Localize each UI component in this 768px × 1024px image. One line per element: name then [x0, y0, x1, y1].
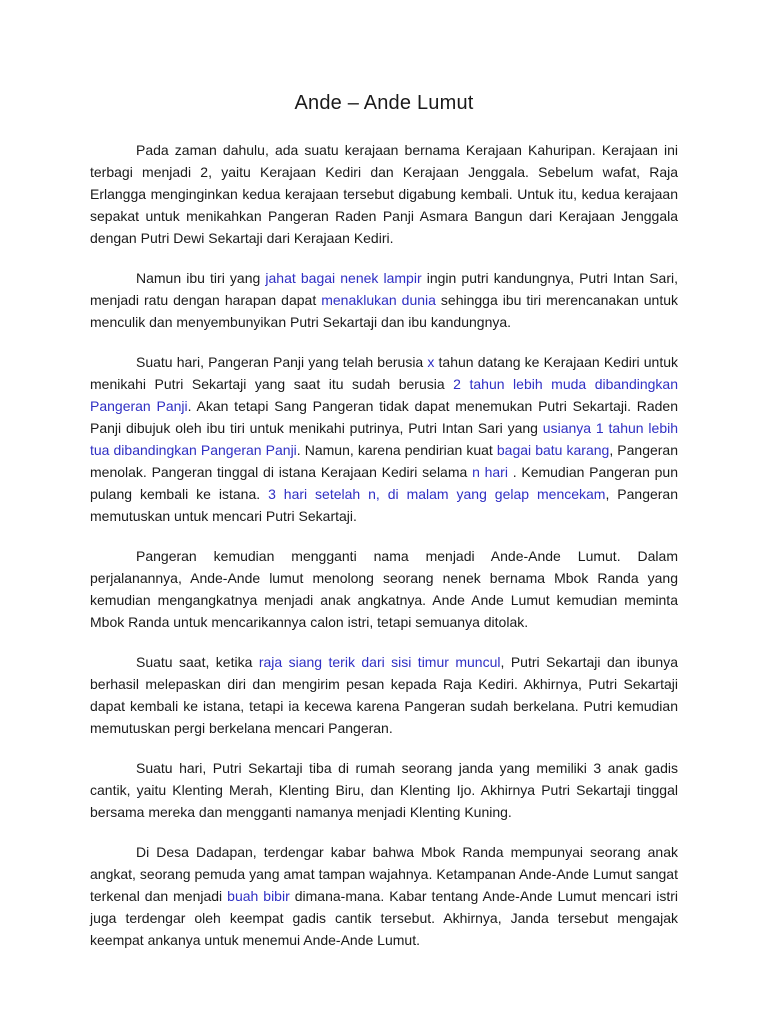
highlighted-phrase: menaklukan dunia — [321, 292, 436, 308]
text-segment: , Pangeran memutuskan untuk mencari Putri Sekartaji. — [90, 486, 679, 524]
highlighted-phrase: x — [427, 354, 435, 370]
text-segment: Suatu hari, Pangeran Panji yang telah berusia — [136, 354, 428, 370]
paragraph — [90, 757, 678, 823]
highlighted-phrase: n hari — [472, 464, 508, 480]
text-segment: Namun ibu tiri yang — [136, 270, 266, 286]
highlighted-phrase: bagai batu karang — [496, 442, 610, 458]
text-segment: sehingga ibu tiri merencanakan untuk menculik dan menyembunyikan Putri Sekartaji dan ibu kandungnya. — [90, 292, 678, 330]
text-segment: dimana-mana. Kabar tentang Ande-Ande Lumut mencari istri juga terdengar oleh keempat gadis cantik tersebut. Akhirnya, Janda tersebut mengajak keempat ankanya untuk menemui Ande-Ande Lumut. — [90, 888, 678, 948]
text-segment: Pangeran kemudian mengganti nama menjadi Ande-Ande Lumut. Dalam perjalanannya, Ande-Ande lumut menolong seorang nenek bernama Mbok Randa yang kemudian mengangkatnya menjadi anak angkatnya. Ande Ande Lumut kemudian meminta Mbok Randa untuk mencarikannya calon istri, tetapi semuanya ditolak. — [90, 548, 678, 630]
paragraph — [90, 351, 678, 527]
highlighted-phrase: 2 tahun lebih muda dibandingkan Pangeran Panji — [90, 376, 678, 414]
text-segment: . Akan tetapi Sang Pangeran tidak dapat menemukan Putri Sekartaji. Raden Panji dibujuk oleh ibu tiri untuk menikahi putrinya, Putri Intan Sari yang — [90, 398, 678, 436]
highlighted-phrase: buah bibir — [227, 888, 290, 904]
text-segment: Pada zaman dahulu, ada suatu kerajaan bernama Kerajaan Kahuripan. Kerajaan ini terbagi menjadi 2, yaitu Kerajaan Kediri dan Kerajaan Jenggala. Sebelum wafat, Raja Erlangga menginginkan kedua kerajaan tersebut digabung kembali. Untuk itu, kedua kerajaan sepakat untuk menikahkan Pangeran Raden Panji Asmara Bangun dari Kerajaan Jenggala dengan Putri Dewi Sekartaji dari Kerajaan Kediri. — [90, 142, 678, 246]
document-title: Ande – Ande Lumut — [294, 92, 474, 114]
text-segment: , Putri Sekartaji dan ibunya berhasil melepaskan diri dan mengirim pesan kepada Raja Kediri. Akhirnya, Putri Sekartaji dapat kembali ke istana, tetapi ia kecewa karena Pangeran sudah berkelana. Putri kemudian memutuskan pergi berkelana mencari Pangeran. — [90, 654, 678, 736]
paragraph — [90, 841, 678, 951]
paragraph — [90, 139, 678, 249]
highlighted-phrase: jahat bagai nenek lampir — [265, 270, 422, 286]
paragraph — [90, 545, 678, 633]
highlighted-phrase: 3 hari setelah n, di malam yang gelap mencekam — [268, 486, 606, 502]
document-body — [90, 139, 678, 951]
text-segment: tahun datang ke Kerajaan Kediri untuk menikahi Putri Sekartaji yang saat itu sudah berusia — [90, 354, 679, 392]
text-segment: ingin putri kandungnya, Putri Intan Sari, menjadi ratu dengan harapan dapat — [90, 270, 678, 308]
paragraph — [90, 651, 678, 739]
text-segment: Suatu saat, ketika — [136, 654, 259, 670]
text-segment: , Pangeran menolak. Pangeran tinggal di istana Kerajaan Kediri selama — [90, 442, 678, 480]
highlighted-phrase: raja siang terik dari sisi timur muncul — [258, 654, 501, 670]
highlighted-phrase: usianya 1 tahun lebih tua dibandingkan Pangeran Panji — [90, 420, 679, 458]
text-segment: Di Desa Dadapan, terdengar kabar bahwa Mbok Randa mempunyai seorang anak angkat, seorang pemuda yang amat tampan wajahnya. Ketampanan Ande-Ande Lumut sangat terkenal dan menjadi — [90, 844, 678, 904]
text-segment: . Namun, karena pendirian kuat — [296, 442, 497, 458]
text-segment: Suatu hari, Putri Sekartaji tiba di rumah seorang janda yang memiliki 3 anak gadis cantik, yaitu Klenting Merah, Klenting Biru, dan Klenting Ijo. Akhirnya Putri Sekartaji tinggal bersama mereka dan mengganti namanya menjadi Klenting Kuning. — [90, 760, 678, 820]
text-segment: . Kemudian Pangeran pun pulang kembali ke istana. — [90, 464, 678, 502]
paragraph — [90, 267, 678, 333]
